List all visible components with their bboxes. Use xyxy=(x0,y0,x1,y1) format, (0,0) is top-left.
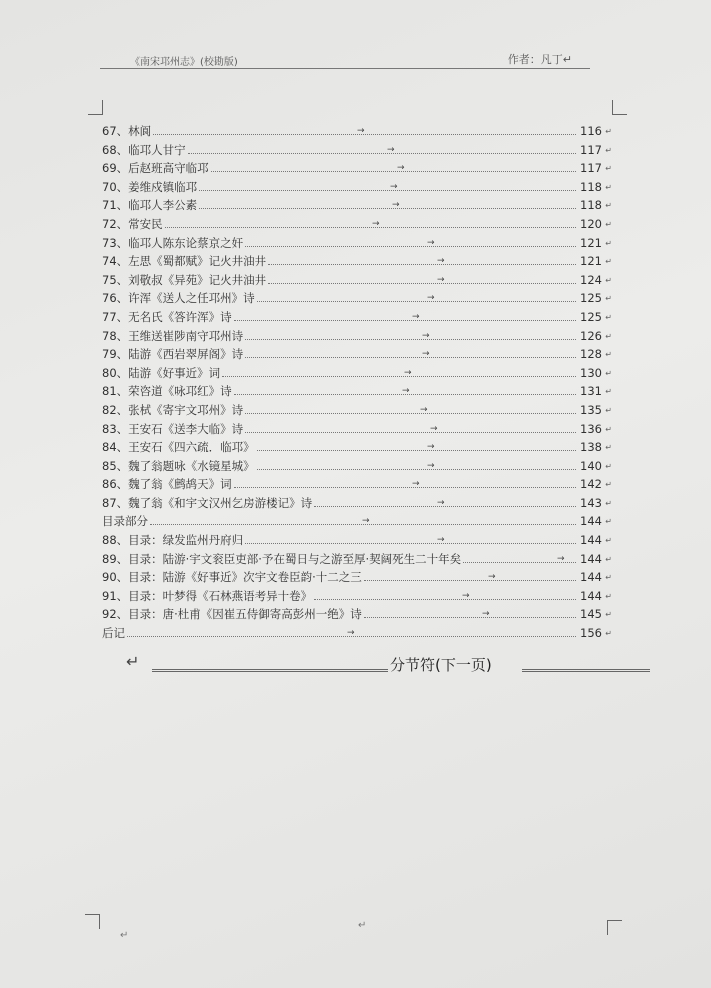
toc-entry-page-number: 118 xyxy=(580,179,602,194)
toc-entry-page-number: 120 xyxy=(580,216,602,231)
toc-entry-title: 81、荣咨道《咏邛红》诗 xyxy=(102,384,232,399)
toc-dot-leader xyxy=(188,153,576,154)
toc-entry-title: 78、王维送崔陟南守邛州诗 xyxy=(102,328,244,343)
toc-entry-title: 91、目录：叶梦得《石林燕语考异十卷》 xyxy=(102,588,313,603)
paragraph-mark-icon: ↵ xyxy=(605,536,612,546)
toc-dot-leader xyxy=(245,246,576,247)
header-book-title: 《南宋邛州志》(校勘版) xyxy=(130,57,238,68)
paragraph-mark-icon: ↵ xyxy=(605,405,612,415)
toc-entry-page-number: 125 xyxy=(580,309,602,324)
toc-entry[interactable] xyxy=(102,531,612,550)
tab-mark-icon: → xyxy=(397,163,405,174)
paragraph-mark-icon: ↵ xyxy=(605,145,612,155)
toc-entry-title: 88、目录：绿发监州丹府归 xyxy=(102,533,244,548)
paragraph-mark-icon: ↵ xyxy=(605,498,612,508)
tab-mark-icon: → xyxy=(427,293,435,304)
footer-paragraph-mark-icon: ↵ xyxy=(120,930,129,941)
paragraph-mark-icon: ↵ xyxy=(605,127,612,136)
toc-dot-leader xyxy=(245,543,576,544)
tab-mark-icon: → xyxy=(347,628,355,639)
toc-entry-title: 89、目录：陆游·宇文衮臣吏部·予在蜀日与之游至厚·契阔死生二十年矣 xyxy=(102,551,462,566)
paragraph-mark-icon: ↵ xyxy=(605,275,612,285)
toc-entry[interactable] xyxy=(102,159,612,178)
toc-entry-page-number: 145 xyxy=(580,607,602,622)
paragraph-mark-icon: ↵ xyxy=(605,480,612,490)
toc-dot-leader xyxy=(257,469,576,470)
toc-dot-leader xyxy=(364,580,576,581)
tab-mark-icon: → xyxy=(427,442,435,453)
tab-mark-icon: → xyxy=(437,274,445,285)
paragraph-mark-icon: ↵ xyxy=(605,368,612,378)
toc-entry[interactable] xyxy=(102,457,612,476)
toc-dot-leader xyxy=(245,413,576,414)
paragraph-mark-icon: ↵ xyxy=(605,573,612,583)
paragraph-mark-icon: ↵ xyxy=(605,257,612,267)
toc-entry[interactable] xyxy=(102,512,612,531)
toc-entry-page-number: 142 xyxy=(580,477,602,492)
toc-entry-title: 69、后赵班高守临邛 xyxy=(102,161,209,176)
toc-entry[interactable] xyxy=(102,587,612,606)
tab-mark-icon: → xyxy=(362,516,370,527)
toc-entry-page-number: 144 xyxy=(580,514,602,529)
tab-mark-icon: → xyxy=(372,218,380,229)
page-header xyxy=(100,50,590,69)
paragraph-mark-icon: ↵ xyxy=(605,294,612,304)
toc-entry[interactable] xyxy=(102,196,612,215)
paragraph-mark-icon: ↵ xyxy=(605,312,612,322)
tab-mark-icon: → xyxy=(420,404,428,415)
toc-entry-page-number: 138 xyxy=(580,440,602,455)
toc-entry[interactable] xyxy=(102,438,612,457)
toc-entry-page-number: 121 xyxy=(580,235,602,250)
paragraph-mark-icon: ↵ xyxy=(605,238,612,248)
toc-entry-title: 80、陆游《好事近》词 xyxy=(102,365,221,380)
toc-entry-title: 77、无名氏《答许浑》诗 xyxy=(102,309,232,324)
toc-entry-page-number: 117 xyxy=(580,161,602,176)
margin-corner-top-right xyxy=(612,100,627,115)
paragraph-mark-icon: ↵ xyxy=(605,461,612,471)
toc-entry-title: 82、张栻《寄宇文邛州》诗 xyxy=(102,402,244,417)
toc-dot-leader xyxy=(245,432,576,433)
toc-entry-title: 72、常安民 xyxy=(102,216,163,231)
toc-entry[interactable] xyxy=(102,252,612,271)
toc-entry-page-number: 143 xyxy=(580,495,602,510)
toc-dot-leader xyxy=(165,227,576,228)
toc-dot-leader xyxy=(268,264,576,265)
tab-mark-icon: → xyxy=(437,256,445,267)
tab-mark-icon: → xyxy=(488,572,496,583)
margin-corner-top-left xyxy=(88,100,103,115)
toc-entry-title: 83、王安石《送李大临》诗 xyxy=(102,421,244,436)
toc-entry[interactable] xyxy=(102,420,612,439)
toc-dot-leader xyxy=(257,450,576,451)
toc-entry-page-number: 144 xyxy=(580,588,602,603)
tab-mark-icon: → xyxy=(482,609,490,620)
paragraph-mark-icon: ↵ xyxy=(605,517,612,527)
toc-dot-leader xyxy=(234,320,576,321)
toc-entry-title: 70、姜维戍镇临邛 xyxy=(102,179,198,194)
toc-entry-title: 71、临邛人李公素 xyxy=(102,198,198,213)
toc-dot-leader xyxy=(314,506,576,507)
toc-entry[interactable] xyxy=(102,215,612,234)
toc-entry[interactable] xyxy=(102,382,612,401)
toc-dot-leader xyxy=(222,376,576,377)
toc-dot-leader xyxy=(234,487,576,488)
toc-entry-page-number: 131 xyxy=(580,384,602,399)
toc-entry-title: 90、目录：陆游《好事近》次宇文卷臣韵·十二之三 xyxy=(102,570,362,585)
toc-entry[interactable] xyxy=(102,271,612,290)
toc-entry-page-number: 118 xyxy=(580,198,602,213)
toc-entry-page-number: 144 xyxy=(580,570,602,585)
tab-mark-icon: → xyxy=(422,330,430,341)
margin-corner-bottom-left xyxy=(85,914,100,929)
tab-mark-icon: → xyxy=(557,553,565,564)
toc-entry-page-number: 125 xyxy=(580,291,602,306)
toc-entry-title: 后记 xyxy=(102,626,125,641)
toc-dot-leader xyxy=(268,283,576,284)
toc-entry-title: 67、林阆 xyxy=(102,124,152,138)
toc-entry-page-number: 156 xyxy=(580,626,602,641)
paragraph-mark-icon: ↵ xyxy=(126,652,140,671)
tab-mark-icon: → xyxy=(357,126,365,136)
paragraph-mark-icon: ↵ xyxy=(605,350,612,360)
tab-mark-icon: → xyxy=(430,423,438,434)
toc-dot-leader xyxy=(211,171,576,172)
tab-mark-icon: → xyxy=(462,590,470,601)
toc-entry-title: 目录部分 xyxy=(102,514,148,529)
paragraph-mark-icon: ↵ xyxy=(605,182,612,192)
toc-entry-page-number: 121 xyxy=(580,254,602,269)
toc-entry-page-number: 144 xyxy=(580,551,602,566)
paragraph-mark-icon: ↵ xyxy=(605,610,612,620)
tab-mark-icon: → xyxy=(422,349,430,360)
toc-entry-title: 85、魏了翁题咏《水镜星城》 xyxy=(102,458,255,473)
toc-entry-title: 76、许浑《送人之任邛州》诗 xyxy=(102,291,255,306)
header-author: 作者：凡丁↵ xyxy=(507,53,572,66)
toc-entry-title: 74、左思《蜀都赋》记火井油井 xyxy=(102,254,267,269)
toc-dot-leader xyxy=(245,357,576,358)
toc-entry-title: 79、陆游《西岩翠屏阁》诗 xyxy=(102,347,244,362)
paragraph-mark-icon: ↵ xyxy=(605,219,612,229)
toc-entry-page-number: 136 xyxy=(580,421,602,436)
toc-dot-leader xyxy=(199,208,576,209)
toc-entry[interactable] xyxy=(102,364,612,383)
margin-corner-bottom-right xyxy=(607,920,622,935)
toc-entry-page-number: 126 xyxy=(580,328,602,343)
toc-dot-leader xyxy=(199,190,576,191)
toc-entry[interactable] xyxy=(102,605,612,624)
toc-entry[interactable] xyxy=(102,234,612,253)
tab-mark-icon: → xyxy=(402,386,410,397)
toc-entry-page-number: 116 xyxy=(580,124,602,138)
paragraph-mark-icon: ↵ xyxy=(605,424,612,434)
paragraph-mark-icon: ↵ xyxy=(605,629,612,639)
tab-mark-icon: → xyxy=(387,144,395,155)
footer-center-mark-icon: ↵ xyxy=(358,920,367,931)
paragraph-mark-icon: ↵ xyxy=(605,591,612,601)
toc-entry[interactable] xyxy=(102,141,612,160)
section-break-line-left xyxy=(152,669,388,672)
toc-dot-leader xyxy=(245,339,576,340)
tab-mark-icon: → xyxy=(412,479,420,490)
section-break-line-right xyxy=(522,669,650,672)
paragraph-mark-icon: ↵ xyxy=(605,164,612,174)
toc-entry-page-number: 124 xyxy=(580,272,602,287)
toc-entry-page-number: 144 xyxy=(580,533,602,548)
toc-entry-title: 73、临邛人陈东论蔡京之奸 xyxy=(102,235,244,250)
paragraph-mark-icon: ↵ xyxy=(605,443,612,453)
toc-entry-title: 92、目录：唐·杜甫《因崔五侍御寄高彭州一绝》诗 xyxy=(102,607,362,622)
tab-mark-icon: → xyxy=(427,460,435,471)
paragraph-mark-icon: ↵ xyxy=(605,554,612,564)
toc-entry[interactable] xyxy=(102,327,612,346)
toc-entry[interactable] xyxy=(102,494,612,513)
section-break xyxy=(122,654,532,678)
toc-entry[interactable] xyxy=(102,308,612,327)
toc-entry[interactable] xyxy=(102,289,612,308)
toc-entry[interactable] xyxy=(102,475,612,494)
toc-dot-leader xyxy=(257,301,576,302)
tab-mark-icon: → xyxy=(390,181,398,192)
table-of-contents xyxy=(102,122,612,643)
toc-dot-leader xyxy=(314,599,576,600)
toc-entry[interactable] xyxy=(102,345,612,364)
toc-entry[interactable] xyxy=(102,568,612,587)
paragraph-mark-icon: ↵ xyxy=(605,387,612,397)
paragraph-mark-icon: ↵ xyxy=(605,331,612,341)
toc-entry-page-number: 140 xyxy=(580,458,602,473)
toc-dot-leader xyxy=(364,617,576,618)
toc-entry-page-number: 135 xyxy=(580,402,602,417)
tab-mark-icon: → xyxy=(437,535,445,546)
tab-mark-icon: → xyxy=(427,237,435,248)
toc-entry[interactable] xyxy=(102,178,612,197)
toc-entry-title: 68、临邛人甘宁 xyxy=(102,142,186,157)
toc-entry-title: 75、刘敬叔《异苑》记火井油井 xyxy=(102,272,267,287)
toc-entry-title: 87、魏了翁《和宇文汉州乞房游楼记》诗 xyxy=(102,495,313,510)
toc-entry[interactable] xyxy=(102,122,612,141)
toc-entry-title: 86、魏了翁《鹧鸪天》词 xyxy=(102,477,232,492)
section-break-label: 分节符(下一页) xyxy=(390,656,492,674)
tab-mark-icon: → xyxy=(412,311,420,322)
toc-entry[interactable] xyxy=(102,401,612,420)
paragraph-mark-icon: ↵ xyxy=(605,201,612,211)
toc-entry-page-number: 130 xyxy=(580,365,602,380)
toc-entry-page-number: 128 xyxy=(580,347,602,362)
toc-entry[interactable] xyxy=(102,624,612,643)
tab-mark-icon: → xyxy=(392,200,400,211)
toc-entry-page-number: 117 xyxy=(580,142,602,157)
tab-mark-icon: → xyxy=(437,497,445,508)
toc-entry[interactable] xyxy=(102,550,612,569)
tab-mark-icon: → xyxy=(404,367,412,378)
toc-entry-title: 84、王安石《四六疏．临邛》 xyxy=(102,440,255,455)
